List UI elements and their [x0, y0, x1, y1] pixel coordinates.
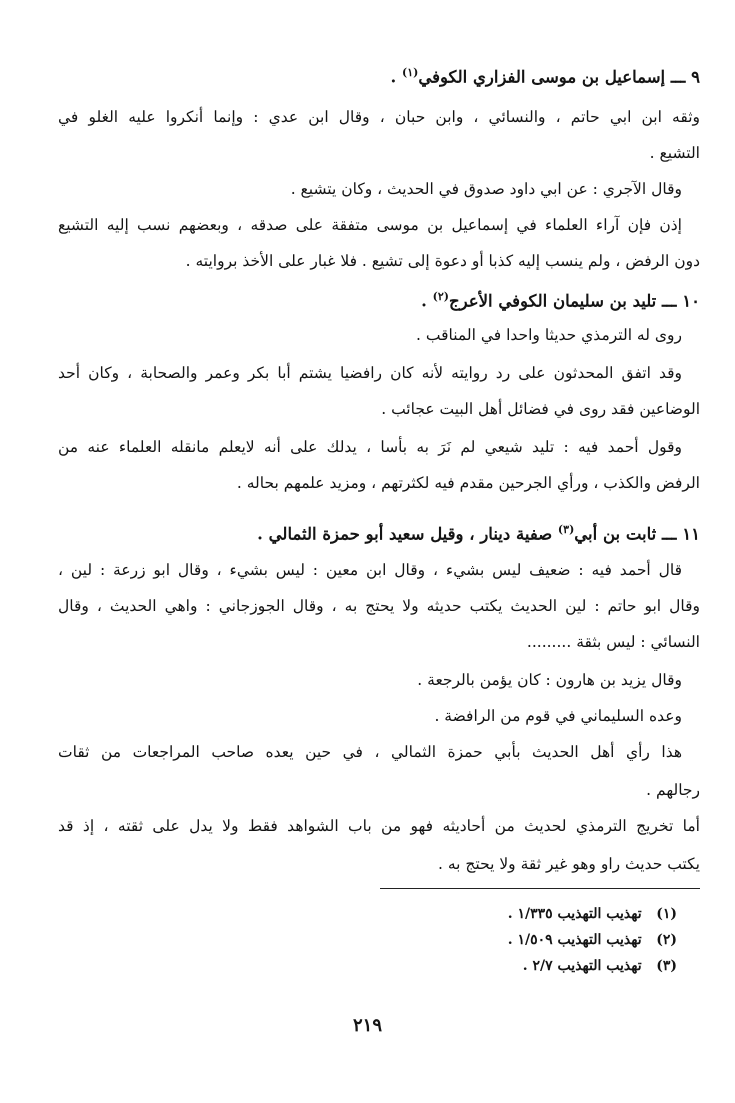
paragraph-line: وقال ابو حاتم : لين الحديث يكتب حديثه ولا يحتج به ، وقال الجوزجاني : واهي الحديث ، وقال — [58, 597, 700, 615]
paragraph-line: النسائي : ليس بثقة ......... — [526, 633, 700, 651]
entry-heading-name: ثابت بن أبي — [574, 524, 657, 544]
footnote-text: تهذيب التهذيب ١/٣٣٥ . — [507, 906, 642, 922]
footnote-text: تهذيب التهذيب ١/٥٠٩ . — [507, 932, 642, 948]
paragraph-line: وقال يزيد بن هارون : كان يؤمن بالرجعة . — [417, 671, 682, 689]
footnote-ref: (٣) — [557, 523, 575, 536]
paragraph-line: وقد اتفق المحدثون على رد روايته لأنه كان رافضيا يشتم أبا بكر وعمر والصحابة ، وكان أحد — [58, 364, 682, 382]
paragraph-line: الوضاعين فقد روى في فضائل أهل البيت عجائب . — [381, 400, 700, 418]
footnote-divider — [380, 888, 700, 889]
footnote-2 — [417, 930, 677, 950]
paragraph-line: رجالهم . — [646, 781, 700, 799]
entry-heading-name: تليد بن سليمان الكوفي الأعرج — [449, 291, 657, 311]
paragraph-line: وعده السليماني في قوم من الرافضة . — [434, 707, 682, 725]
footnote-number: (٣) — [656, 958, 677, 974]
entry-number: ٩ ـــ — [670, 67, 700, 87]
paragraph-line: إذن فإن آراء العلماء في إسماعيل بن موسى متفقة على صدقه ، وبعضهم نسب إليه التشيع — [58, 216, 682, 234]
paragraph-line: وقول أحمد فيه : تليد شيعي لم نَرَ به بأسا ، يدلك على أنه لايعلم مانقله العلماء عنه من — [58, 438, 682, 456]
entry-heading-end: . — [421, 291, 433, 311]
paragraph-line: هذا رأي أهل الحديث بأبي حمزة الثمالي ، في حين يعده صاحب المراجعات من ثقات — [58, 743, 682, 761]
paragraph-line: يكتب حديث راو وهو غير ثقة ولا يحتج به . — [438, 855, 700, 873]
entry-heading-name: إسماعيل بن موسى الفزاري الكوفي — [418, 67, 666, 87]
footnote-ref: (٢) — [432, 290, 449, 303]
entry-heading-end: . — [390, 67, 402, 87]
footnote-3 — [417, 956, 677, 976]
entry-number: ١٠ ـــ — [662, 291, 700, 311]
entry-heading — [58, 286, 700, 313]
paragraph-line: دون الرفض ، ولم ينسب إليه كذبا أو دعوة إلى تشيع . فلا غبار على الأخذ بروايته . — [185, 252, 700, 270]
paragraph-line: أما تخريج الترمذي لحديث من أحاديثه فهو من باب الشواهد فقط ولا يدل على ثقته ، إذ قد — [58, 817, 700, 835]
footnote-number: (٢) — [656, 932, 677, 948]
paragraph-line: الرفض والكذب ، ورأي الجرحين مقدم فيه لكثرتهم ، ومزيد علمهم بحاله . — [236, 474, 700, 492]
paragraph-line: وثقه ابن ابي حاتم ، والنسائي ، وابن حبان ، وقال ابن عدي : وإنما أنكروا عليه الغلو في — [58, 108, 700, 126]
footnote-ref: (١) — [401, 66, 419, 79]
page-number: ٢١٩ — [352, 1015, 382, 1036]
paragraph-line: روى له الترمذي حديثا واحدا في المناقب . — [416, 326, 682, 344]
footnote-number: (١) — [656, 906, 677, 922]
footnote-1 — [417, 904, 677, 924]
footnote-text: تهذيب التهذيب ٢/٧ . — [522, 958, 642, 974]
entry-number: ١١ ـــ — [662, 524, 700, 544]
paragraph-line: التشيع . — [649, 144, 700, 162]
entry-heading-end: صفية دينار ، وقيل سعيد أبو حمزة الثمالي . — [257, 524, 558, 544]
entry-heading — [58, 519, 700, 546]
paragraph-line: قال أحمد فيه : ضعيف ليس بشيء ، وقال ابن معين : ليس بشيء ، وقال ابو زرعة : لين ، — [58, 561, 682, 579]
entry-heading — [58, 62, 700, 89]
paragraph-line: وقال الآجري : عن ابي داود صدوق في الحديث ، وكان يتشيع . — [290, 180, 682, 198]
